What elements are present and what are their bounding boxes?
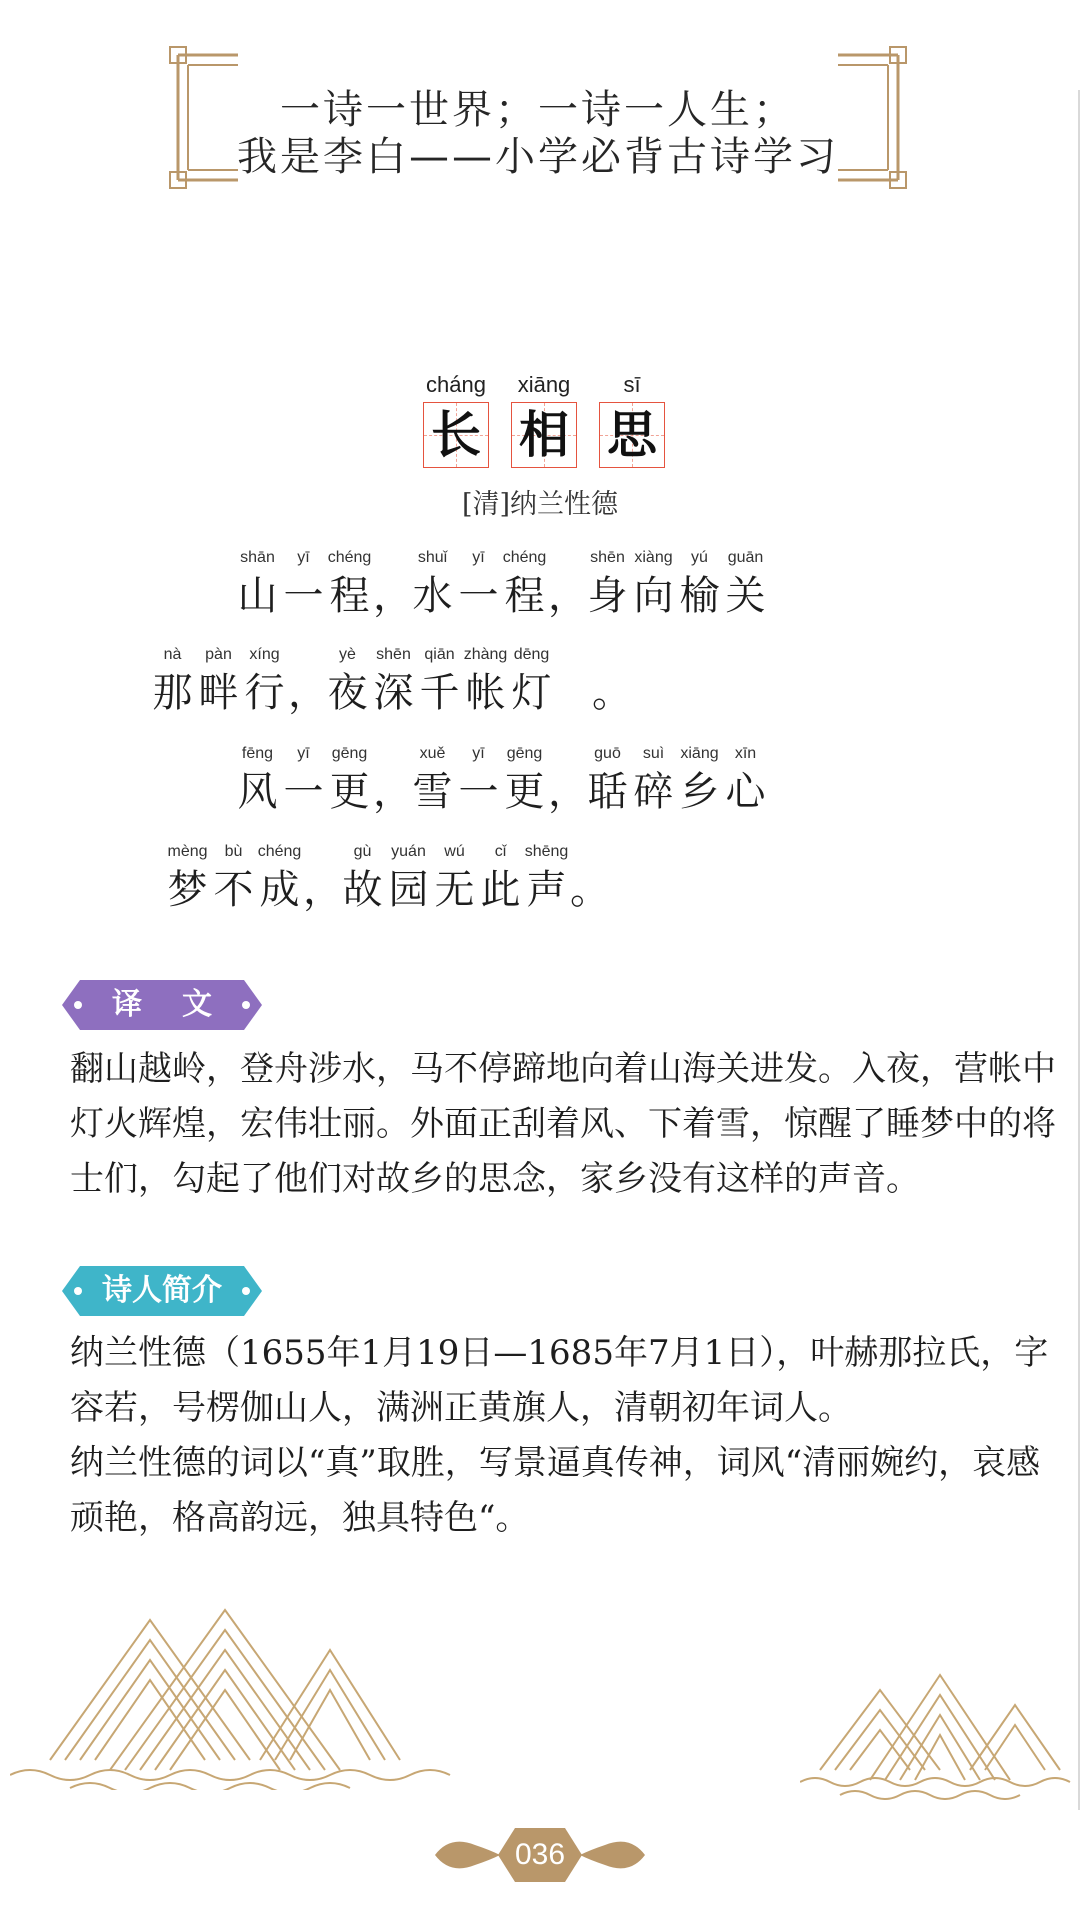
poem-hanzi: 无 xyxy=(434,867,475,913)
poem-hanzi: 一 xyxy=(283,573,324,619)
poem-hanzi: 故 xyxy=(342,867,383,913)
poem-pinyin: pàn xyxy=(205,646,232,663)
poem-char xyxy=(478,840,523,916)
page-number: 036 xyxy=(514,1838,566,1871)
poem-hanzi: 行 xyxy=(244,670,285,716)
poem-pinyin xyxy=(555,643,591,667)
poem-hanzi: 灯 xyxy=(511,670,552,716)
poem-pinyin: xiàng xyxy=(634,549,673,566)
poem-pinyin: yuán xyxy=(391,843,426,860)
poem-hanzi: 此 xyxy=(480,867,521,913)
poem-pinyin xyxy=(592,643,628,667)
title-hanzi: 思 xyxy=(607,405,657,464)
poem-line-2 xyxy=(150,643,632,719)
poem-pinyin: xiāng xyxy=(680,745,719,762)
poem-char xyxy=(196,643,241,719)
poem-char xyxy=(303,840,343,916)
poet-intro-text xyxy=(70,1326,1060,1546)
poem-char xyxy=(432,840,477,916)
poem-hanzi: 榆 xyxy=(679,573,720,619)
poem-hanzi: 那 xyxy=(152,670,193,716)
poem-hanzi: 山 xyxy=(237,573,278,619)
poem-hanzi: 风 xyxy=(237,769,278,815)
poem-hanzi: 梦 xyxy=(167,867,208,913)
poem-char xyxy=(327,546,372,622)
poem-pinyin: shēng xyxy=(524,843,569,860)
poem-char xyxy=(502,546,547,622)
poem-pinyin: guō xyxy=(594,745,621,762)
title-pinyin: cháng xyxy=(426,372,486,397)
poem-pinyin: cǐ xyxy=(494,843,507,860)
poem-char xyxy=(373,546,413,622)
poem-hanzi: 。 xyxy=(592,670,632,716)
title-hanzi: 长 xyxy=(431,405,481,464)
poem-hanzi: 碎 xyxy=(633,769,674,815)
poem-pinyin: xuě xyxy=(419,745,446,762)
title-pinyin: sī xyxy=(623,372,641,397)
poem-char xyxy=(548,546,588,622)
poem-hanzi: 不 xyxy=(213,867,254,913)
poem-hanzi: 一 xyxy=(283,769,324,815)
header-line-2: 我是李白——小学必背古诗学习 xyxy=(237,134,839,180)
poem-hanzi: ， xyxy=(373,573,413,619)
poem-line-4 xyxy=(165,840,610,916)
poem-pinyin: shuǐ xyxy=(417,549,448,566)
translation-text xyxy=(70,1042,1060,1207)
poem-char xyxy=(386,840,431,916)
poem-pinyin: shān xyxy=(240,549,275,566)
poem-pinyin: wú xyxy=(444,843,465,860)
poem-hanzi: ， xyxy=(548,769,588,815)
poem-hanzi: 一 xyxy=(458,769,499,815)
poem-char xyxy=(325,643,370,719)
poem-char xyxy=(509,643,554,719)
poem-pinyin xyxy=(303,840,339,864)
poem-char xyxy=(371,643,416,719)
poem-hanzi: 关 xyxy=(725,573,766,619)
poem-hanzi: 程 xyxy=(504,573,545,619)
poem-pinyin: fēng xyxy=(241,745,274,762)
poem-hanzi xyxy=(555,667,591,719)
poem-hanzi: 畔 xyxy=(198,670,239,716)
poem-char xyxy=(723,546,768,622)
poem-char xyxy=(456,546,501,622)
poem-author: [清]纳兰性德 xyxy=(461,489,619,520)
poem-pinyin: nà xyxy=(163,646,182,663)
poem-char xyxy=(288,643,328,719)
poem-char xyxy=(524,840,569,916)
poem-pinyin: chéng xyxy=(327,549,372,566)
poem-pinyin xyxy=(288,643,324,667)
poem-char xyxy=(340,840,385,916)
poem-hanzi: ， xyxy=(288,670,328,716)
poem-pinyin: yú xyxy=(691,549,708,566)
poem-char xyxy=(150,643,195,719)
poem-char xyxy=(631,742,676,818)
poem-hanzi: 程 xyxy=(329,573,370,619)
poem-char xyxy=(585,546,630,622)
poem-pinyin xyxy=(548,742,584,766)
poem-char xyxy=(548,742,588,818)
poem-char xyxy=(723,742,768,818)
poem-hanzi: ， xyxy=(373,769,413,815)
poem-hanzi: 心 xyxy=(725,769,766,815)
poem-pinyin: qiān xyxy=(424,646,455,663)
poem-hanzi: ， xyxy=(548,573,588,619)
poem-hanzi: 夜 xyxy=(327,670,368,716)
title-char xyxy=(506,372,582,468)
poem-hanzi: 雪 xyxy=(412,769,453,815)
mountains-left-decoration xyxy=(10,1590,460,1790)
poet-paragraph-2: 纳兰性德的词以“真”取胜，写景逼真传神，词风“清丽婉约，哀感顽艳，格高韵远，独具特色“。 xyxy=(70,1443,1041,1538)
poem-char xyxy=(592,643,632,719)
poem-char xyxy=(257,840,302,916)
translation-badge xyxy=(62,980,262,1030)
mountains-right-decoration xyxy=(800,1650,1075,1800)
poem-char xyxy=(235,546,280,622)
poem-pinyin: dēng xyxy=(513,646,550,663)
poem-pinyin xyxy=(373,546,409,570)
poem-pinyin: yè xyxy=(339,646,356,663)
poem-pinyin: yī xyxy=(297,745,310,762)
poem-hanzi: 更 xyxy=(329,769,370,815)
poem-hanzi: 向 xyxy=(633,573,674,619)
title-character-grid xyxy=(599,402,665,468)
poem-pinyin: mèng xyxy=(167,843,208,860)
poet-intro-badge xyxy=(62,1266,262,1316)
poem-char xyxy=(235,742,280,818)
poem-pinyin xyxy=(373,742,409,766)
poem-hanzi: 更 xyxy=(504,769,545,815)
poem-char xyxy=(555,643,591,719)
poem-hanzi: 千 xyxy=(419,670,460,716)
poem-hanzi: 一 xyxy=(458,573,499,619)
poem-char xyxy=(417,643,462,719)
poem-line-3 xyxy=(235,742,769,818)
poem-char xyxy=(463,643,508,719)
title-character-grid xyxy=(511,402,577,468)
title-char xyxy=(594,372,670,468)
poem-char xyxy=(165,840,210,916)
poem-pinyin: gēng xyxy=(506,745,543,762)
poem-char xyxy=(677,546,722,622)
poem-char xyxy=(373,742,413,818)
poem-hanzi: 聒 xyxy=(587,769,628,815)
poem-pinyin: gēng xyxy=(331,745,368,762)
poem-char xyxy=(211,840,256,916)
poem-hanzi: 。 xyxy=(570,867,610,913)
header-banner xyxy=(168,45,908,190)
poem-pinyin: yī xyxy=(297,549,310,566)
title-char xyxy=(418,372,494,468)
poem-char xyxy=(585,742,630,818)
poem-hanzi: 声 xyxy=(526,867,567,913)
poem-hanzi: 园 xyxy=(388,867,429,913)
poem-pinyin: shēn xyxy=(376,646,411,663)
poem-char xyxy=(570,840,610,916)
poem-pinyin: bù xyxy=(224,843,243,860)
poem-line-1 xyxy=(235,546,769,622)
poem-char xyxy=(281,742,326,818)
poem-pinyin: chéng xyxy=(502,549,547,566)
poem-title xyxy=(418,372,670,468)
poem-hanzi: 深 xyxy=(373,670,414,716)
poem-pinyin: shēn xyxy=(590,549,625,566)
poem-pinyin: zhàng xyxy=(463,646,508,663)
poem-pinyin: suì xyxy=(642,745,665,762)
page-number-ornament xyxy=(430,1820,650,1890)
poet-intro-label: 诗人简介 xyxy=(102,1273,222,1308)
poem-pinyin: chéng xyxy=(257,843,302,860)
poem-char xyxy=(410,742,455,818)
poem-pinyin: yī xyxy=(472,549,485,566)
poem-hanzi: 帐 xyxy=(465,670,506,716)
poem-hanzi: 水 xyxy=(412,573,453,619)
poem-hanzi: 成 xyxy=(259,867,300,913)
poem-char xyxy=(502,742,547,818)
poet-paragraph-1: 纳兰性德（1655年1月19日—1685年7月1日），叶赫那拉氏，字容若，号楞伽山人，满洲正黄旗人，清朝初年词人。 xyxy=(70,1333,1049,1428)
title-pinyin: xiāng xyxy=(517,372,571,397)
title-character-grid xyxy=(423,402,489,468)
poem-char xyxy=(281,546,326,622)
poem-pinyin xyxy=(548,546,584,570)
poem-char xyxy=(631,546,676,622)
translation-label: 译文 xyxy=(112,987,252,1022)
poem-char xyxy=(327,742,372,818)
poem-pinyin: guān xyxy=(727,549,764,566)
title-hanzi: 相 xyxy=(519,405,569,464)
translation-paragraph: 翻山越岭，登舟涉水，马不停蹄地向着山海关进发。入夜，营帐中灯火辉煌，宏伟壮丽。外面正刮着风、下着雪，惊醒了睡梦中的将士们，勾起了他们对故乡的思念，家乡没有这样的声音。 xyxy=(70,1049,1056,1199)
poem-char xyxy=(677,742,722,818)
poem-pinyin: yī xyxy=(472,745,485,762)
poem-hanzi: 身 xyxy=(587,573,628,619)
header-line-1: 一诗一世界；一诗一人生； xyxy=(280,87,796,133)
poem-pinyin: gù xyxy=(353,843,372,860)
poem-char xyxy=(456,742,501,818)
poem-pinyin: xīn xyxy=(734,745,757,762)
poem-char xyxy=(242,643,287,719)
poem-hanzi: ， xyxy=(303,867,343,913)
poem-pinyin xyxy=(570,840,606,864)
poem-hanzi: 乡 xyxy=(679,769,720,815)
poem-pinyin: xíng xyxy=(249,646,280,663)
poem-char xyxy=(410,546,455,622)
